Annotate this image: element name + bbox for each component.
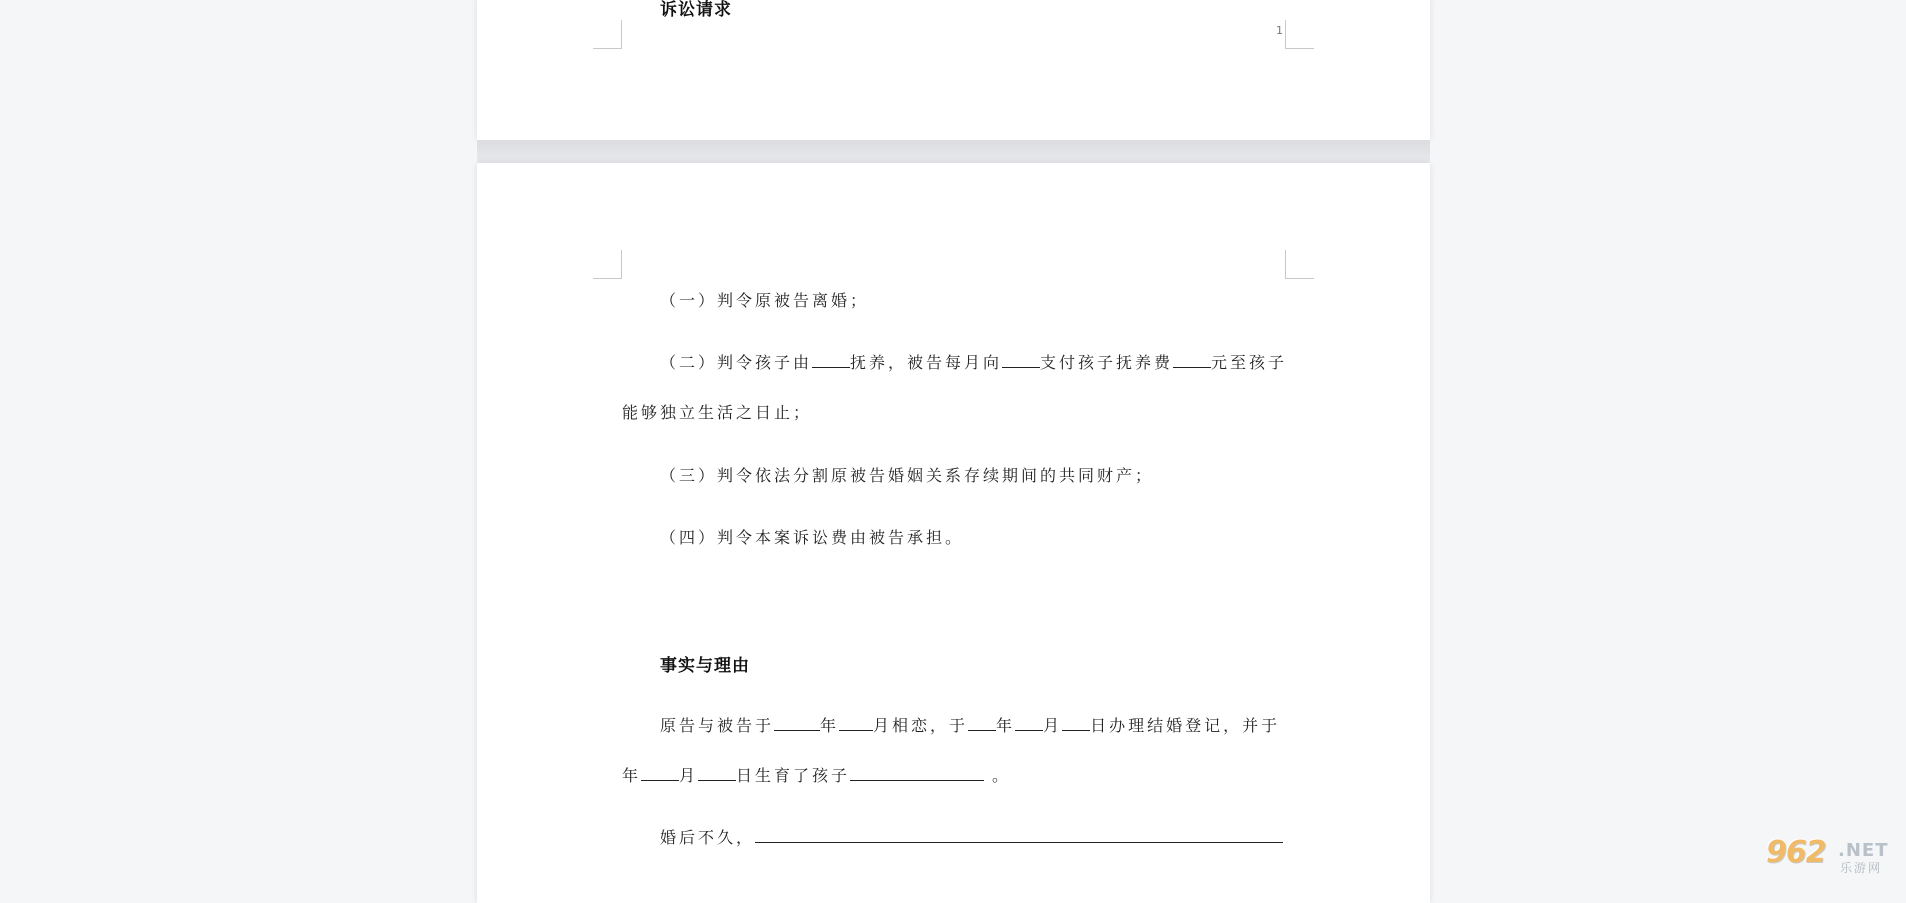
facts-paragraph-1 (660, 713, 1280, 736)
request-item-3 (660, 463, 1154, 486)
request-text: （二）判令孩子由 (660, 353, 813, 372)
blank-field (1002, 353, 1040, 368)
facts-text: 。 (992, 766, 1012, 785)
facts-text: 月相恋，于 (873, 716, 969, 735)
request-text: 支付孩子抚养费 (1040, 353, 1174, 372)
facts-paragraph-1-continued (622, 763, 1011, 786)
blank-field (1173, 353, 1211, 368)
blank-field (774, 716, 820, 731)
facts-text: 日办理结婚登记，并于 (1090, 716, 1281, 735)
blank-field (641, 766, 679, 781)
blank-field (1015, 716, 1043, 731)
margin-corner-mark (1285, 20, 1314, 49)
blank-field (1062, 716, 1090, 731)
site-watermark-logo (1766, 835, 1902, 875)
request-text: （三）判令依法分割原被告婚姻关系存续期间的共同财产； (660, 466, 1155, 485)
request-item-2-continued (622, 400, 812, 423)
blank-field (755, 828, 1283, 843)
facts-text: 年 (622, 766, 642, 785)
facts-text: 年 (996, 716, 1016, 735)
margin-corner-mark (593, 20, 622, 49)
blank-field (839, 716, 873, 731)
blank-field (698, 766, 736, 781)
page-separator (477, 140, 1430, 163)
margin-corner-mark (593, 250, 622, 279)
section-heading-claims: 诉讼请求 (660, 0, 732, 20)
blank-field (968, 716, 996, 731)
request-text: （四）判令本案诉讼费由被告承担。 (660, 528, 965, 547)
watermark-subtitle: 乐游网 (1840, 861, 1883, 875)
facts-text: 年 (820, 716, 840, 735)
request-text: 元至孩子 (1211, 353, 1288, 372)
facts-text: 日生育了孩子 (736, 766, 851, 785)
request-text: 能够独立生活之日止； (622, 403, 813, 422)
facts-text: 原告与被告于 (660, 716, 775, 735)
blank-field (850, 766, 984, 781)
document-page-2 (477, 163, 1430, 903)
request-item-1 (660, 288, 869, 311)
margin-corner-mark (1285, 250, 1314, 279)
facts-text: 月 (679, 766, 699, 785)
blank-field (812, 353, 850, 368)
document-page-1 (477, 0, 1430, 140)
request-text: （一）判令原被告离婚； (660, 291, 870, 310)
request-item-4 (660, 525, 964, 548)
watermark-suffix: .NET (1838, 840, 1889, 861)
request-text: 抚养，被告每月向 (850, 353, 1003, 372)
facts-paragraph-2 (660, 825, 1283, 848)
watermark-number: 962 (1766, 835, 1826, 870)
page-number: 1 (1276, 24, 1283, 37)
facts-text: 月 (1043, 716, 1063, 735)
section-heading-facts: 事实与理由 (660, 656, 750, 676)
request-item-2 (660, 350, 1287, 373)
facts-text: 婚后不久， (660, 828, 756, 847)
